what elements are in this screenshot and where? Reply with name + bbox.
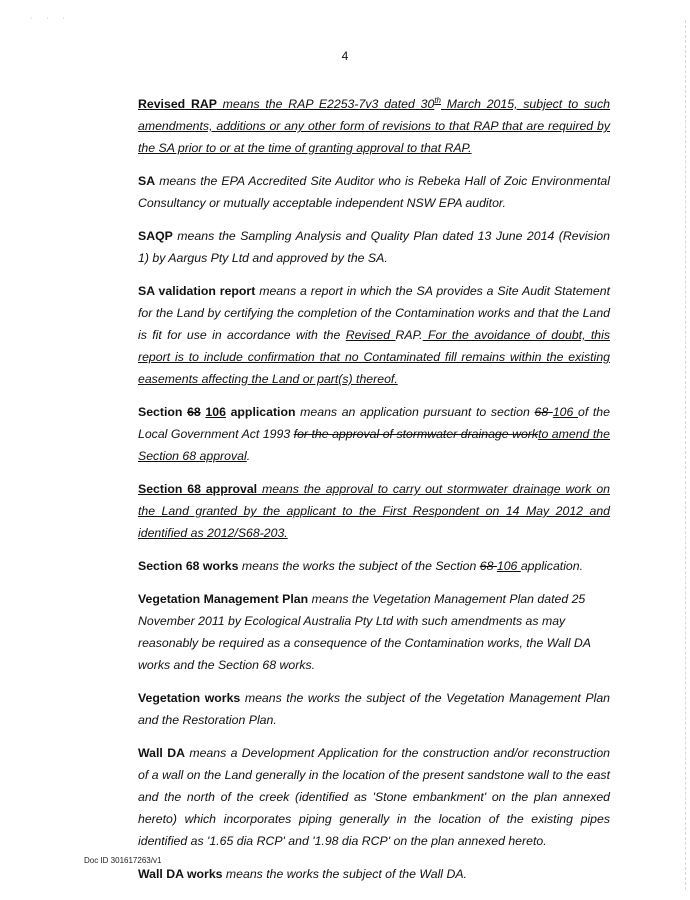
defined-term: SA (138, 174, 156, 188)
definition-text: means the RAP E2253-7v3 dated 30 (216, 97, 435, 111)
definition-text: to amend the Section 68 approval (138, 427, 610, 463)
doc-id: Doc ID 301617263/v1 (84, 856, 162, 865)
defined-term: Section 68 approval (138, 482, 258, 496)
defined-term: Section 68 works (138, 559, 239, 573)
definition-text: For the avoidance of doubt, this report is to include confirmation that no Contaminated fill remains within the existing easements affecting the Land or part(s) thereof. (138, 328, 611, 386)
definition-paragraph (138, 280, 610, 390)
definition-text: for the approval of stormwater drainage work (293, 427, 539, 441)
definition-paragraph (138, 863, 610, 885)
definition-text: means the Vegetation Management Plan dated 25 November 2011 by Ecological Australia Pty Ltd with such amendments as may reasonably be required as a consequence of the Contamination works, the Wall DA works and the Section 68 works. (138, 592, 591, 672)
definition-paragraph (138, 478, 610, 544)
scan-marks: · · · (30, 15, 71, 22)
defined-term: SAQP (138, 229, 173, 243)
defined-term: Vegetation works (138, 691, 241, 705)
definition-text: means the works the subject of the Section (238, 559, 480, 573)
definition-text: 68 (534, 405, 553, 419)
definition-paragraph (138, 225, 610, 269)
defined-term: SA validation report (138, 284, 256, 298)
definition-paragraph (138, 93, 610, 159)
definition-text: means the approval to carry out stormwater drainage work on the Land granted by the applicant to the First Respondent on 14 May 2012 and identified as 2012/S68-203. (138, 482, 610, 540)
definition-text: 106 (552, 405, 578, 419)
definition-text: application. (520, 559, 584, 573)
definitions-list (138, 93, 610, 896)
definition-text: 106 (496, 559, 521, 573)
definition-text: March 2015, subject to such amendments, additions or any other form of revisions to that RAP that are required by the SA prior to or at the time of granting approval to that RAP. (138, 97, 611, 155)
definition-paragraph (138, 401, 610, 467)
definition-text: 106 (205, 405, 226, 419)
definition-paragraph (138, 742, 610, 852)
definition-text: means the Sampling Analysis and Quality Plan dated 13 June 2014 (Revision 1) by Aargus Pty Ltd and approved by the SA. (138, 229, 610, 265)
definition-text: Revised (345, 328, 396, 342)
definition-paragraph (138, 170, 610, 214)
definition-text: means a report in which the SA provides a Site Audit Statement for the Land by certifying the completion of the Contamination works and that the Land is fit for use in accordance with the (138, 284, 610, 342)
definition-text: 68 (187, 405, 201, 419)
definition-text: means a Development Application for the construction and/or reconstruction of a wall on the Land generally in the location of the present sandstone wall to the east and the north of the creek (identified as 'Stone embankment' on the plan annexed hereto) which incorporates piping generally in the location of the existing pipes identified as '1.65 dia RCP' and '1.98 dia RCP' on the plan annexed hereto. (138, 746, 611, 848)
definition-text: of the Local Government Act 1993 (138, 405, 610, 441)
definition-text: means an application pursuant to section (295, 405, 535, 419)
defined-term: Wall DA (138, 746, 185, 760)
definition-text: RAP. (395, 328, 423, 342)
definition-paragraph (138, 555, 610, 577)
definition-text: application (225, 405, 296, 419)
defined-term: Vegetation Management Plan (138, 592, 309, 606)
defined-term: Section (138, 405, 188, 419)
defined-term: Revised RAP (138, 97, 217, 111)
definition-text: . (246, 449, 251, 463)
definition-text: means the works the subject of the Vegetation Management Plan and the Restoration Plan. (138, 691, 611, 727)
definition-paragraph (138, 687, 610, 731)
scan-edge-marks (683, 20, 686, 890)
definition-text: th (434, 95, 441, 105)
defined-term: Wall DA works (138, 867, 223, 881)
definition-text: means the works the subject of the Wall DA. (222, 867, 467, 881)
definition-paragraph (138, 588, 610, 676)
page-number: 4 (341, 49, 349, 63)
definition-text: 68 (479, 559, 497, 573)
definition-text: means the EPA Accredited Site Auditor who is Rebeka Hall of Zoic Environmental Consultancy or mutually acceptable independent NSW EPA auditor. (138, 174, 610, 210)
